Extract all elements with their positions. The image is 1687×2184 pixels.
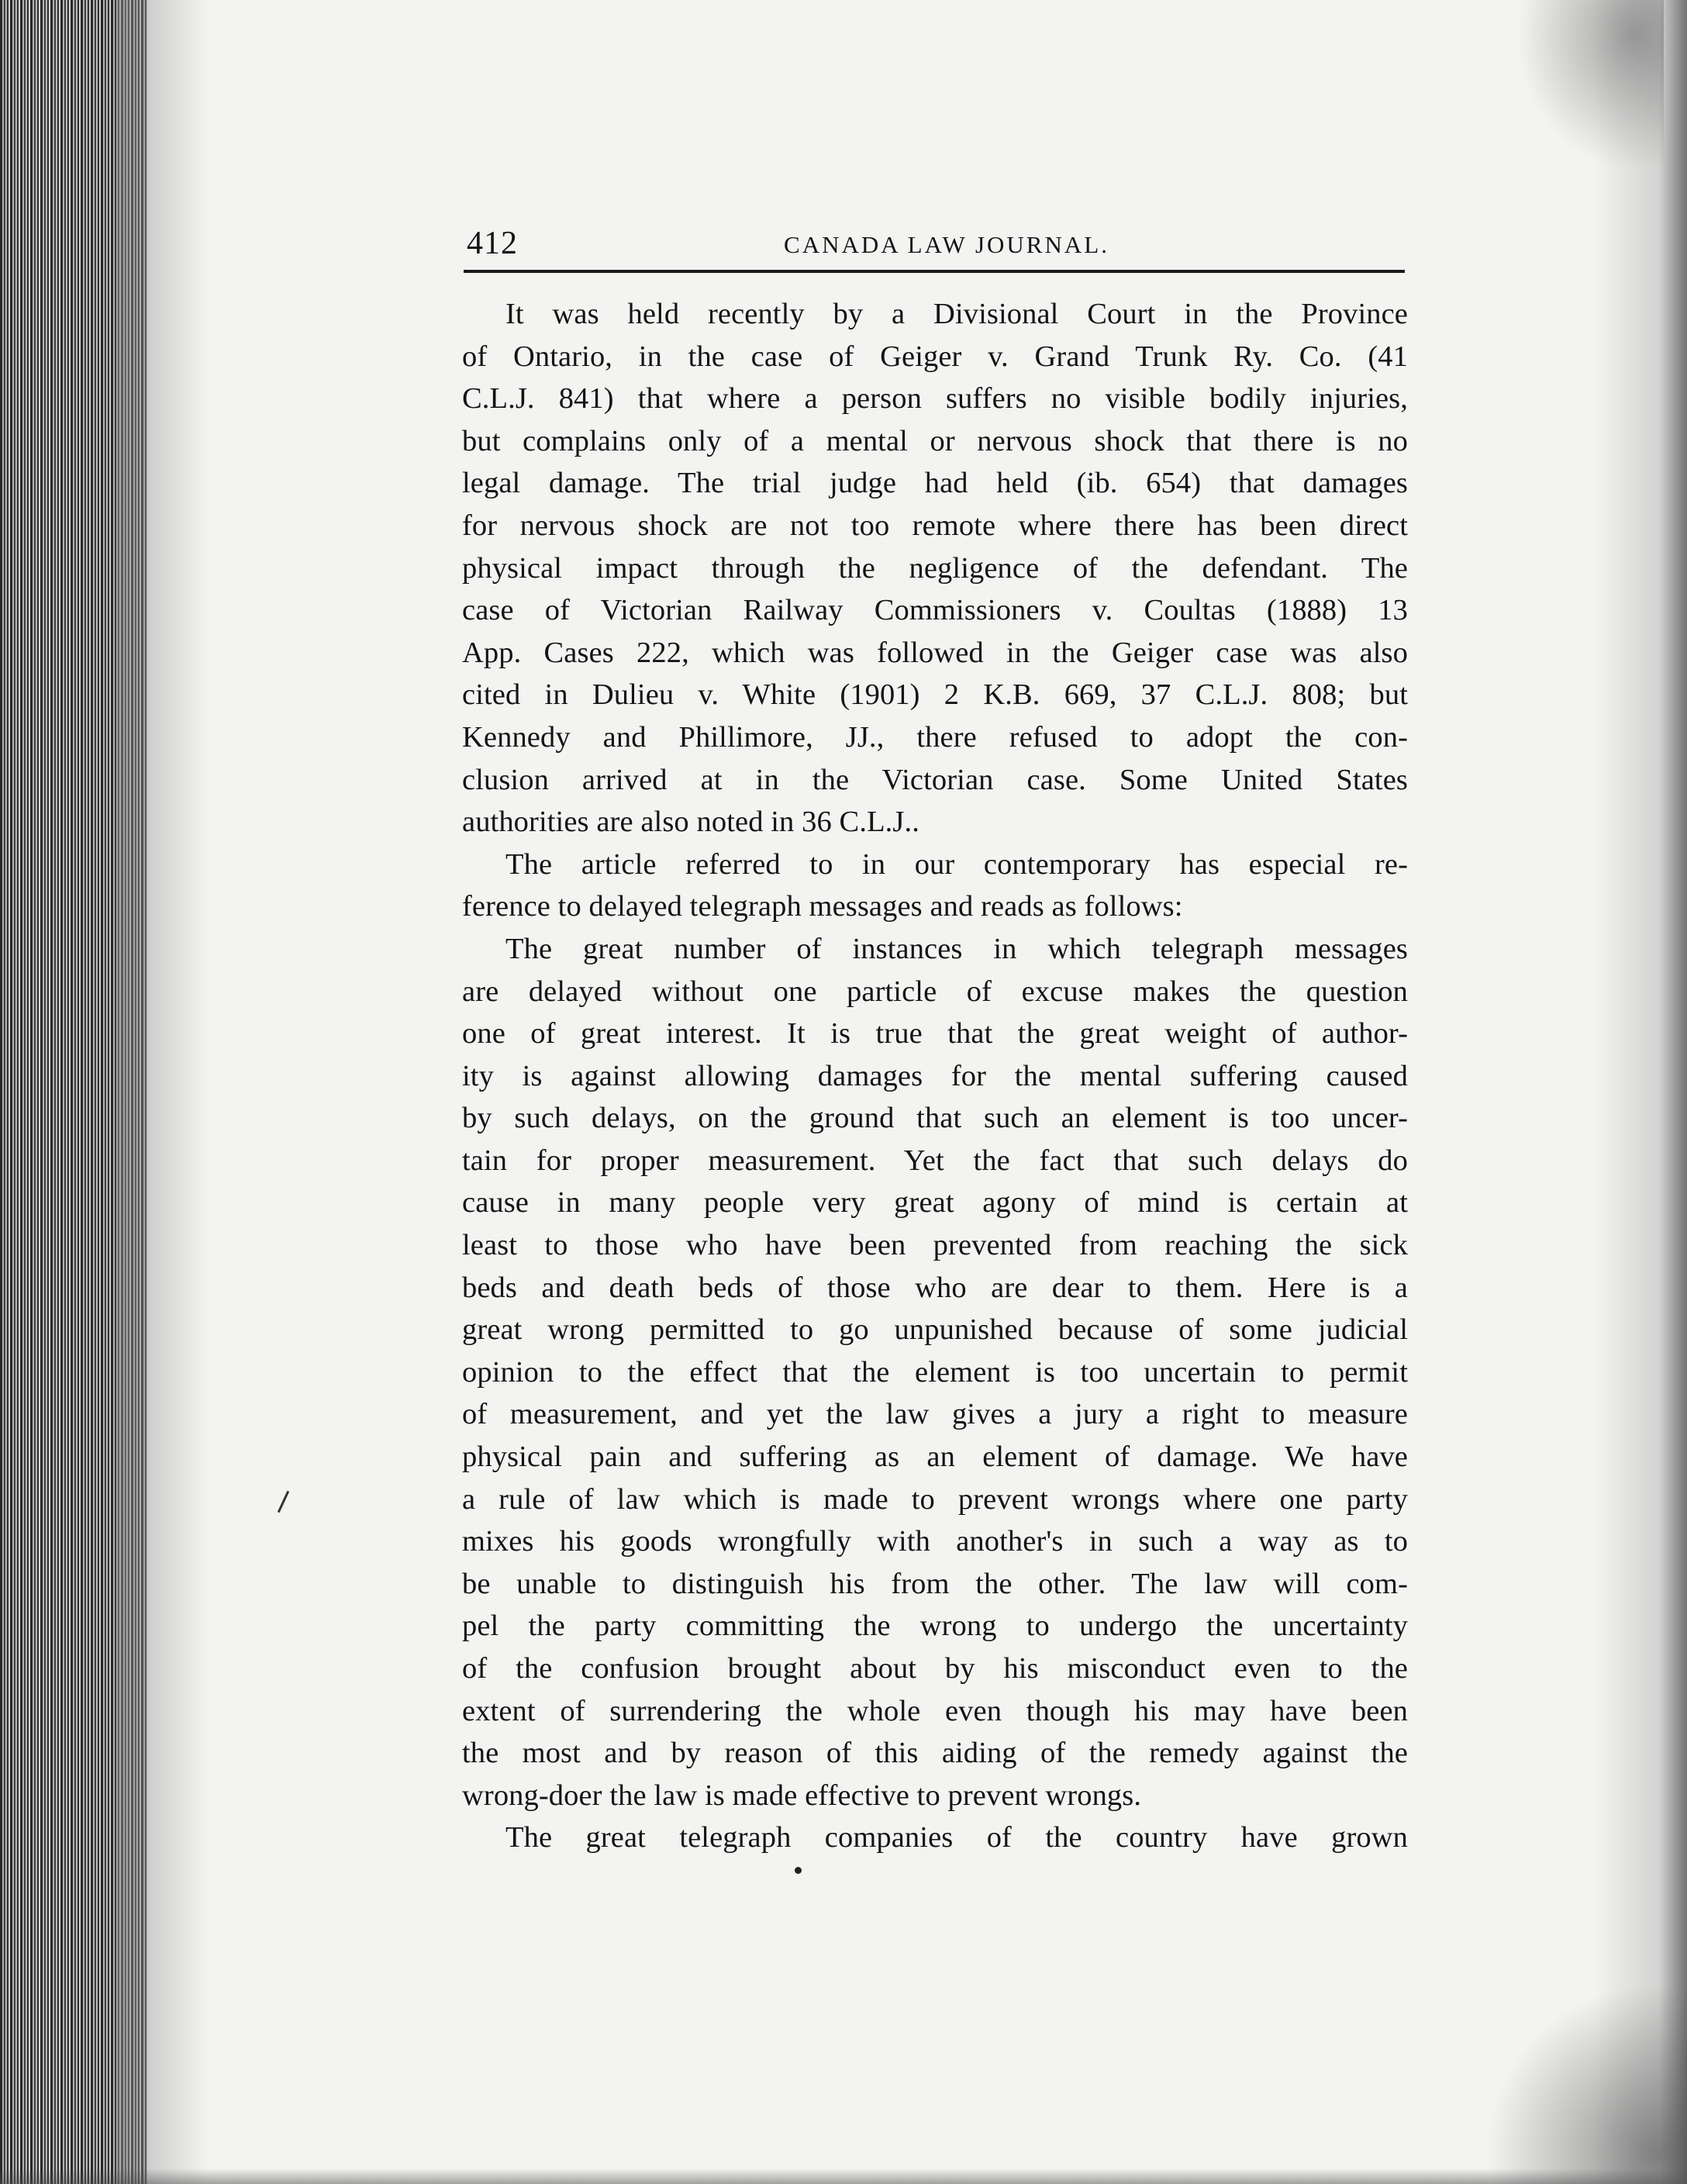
journal-title: CANADA LAW JOURNAL. xyxy=(784,231,1109,258)
text-line: legal damage. The trial judge had held (ib. 654) that damages xyxy=(462,467,1408,500)
header-rule xyxy=(464,270,1405,273)
text-line: wrong-doer the law is made effective to prevent wrongs. xyxy=(462,1779,1142,1812)
text-line: of Ontario, in the case of Geiger v. Grand Trunk Ry. Co. (41 xyxy=(462,340,1408,373)
page-content xyxy=(462,225,1408,1859)
page-right-edge xyxy=(1594,0,1687,2184)
text-line: The great telegraph companies of the country have grown xyxy=(505,1821,1408,1855)
page-number: 412 xyxy=(467,226,518,261)
gutter-shadow xyxy=(116,0,209,2184)
text-line: but complains only of a mental or nervous shock that there is no xyxy=(462,424,1408,457)
text-line: extent of surrendering the whole even though his may have been xyxy=(462,1694,1408,1727)
text-line: case of Victorian Railway Commissioners v. Coultas (1888) 13 xyxy=(462,594,1408,627)
text-line: cause in many people very great agony of mind is certain at xyxy=(462,1186,1408,1220)
text-line: The article referred to in our contemporary has especial re- xyxy=(505,847,1408,881)
text-line: beds and death beds of those who are dear to them. Here is a xyxy=(462,1271,1408,1304)
text-line: for nervous shock are not too remote where there has been direct xyxy=(462,509,1408,542)
text-line: physical pain and suffering as an element of damage. We have xyxy=(462,1440,1408,1474)
text-line: are delayed without one particle of excuse makes the question xyxy=(462,975,1408,1008)
text-line: clusion arrived at in the Victorian case. Some United States xyxy=(462,763,1408,796)
text-line: one of great interest. It is true that the great weight of author- xyxy=(462,1017,1408,1051)
text-line: It was held recently by a Divisional Court in the Province xyxy=(505,298,1408,330)
text-line: by such delays, on the ground that such an element is too uncer- xyxy=(462,1102,1408,1135)
text-line: authorities are also noted in 36 C.L.J.. xyxy=(462,806,919,839)
page-bottom-edge xyxy=(0,2168,1687,2184)
page-corner-top-right xyxy=(1516,0,1664,171)
text-line: least to those who have been prevented from reaching the sick xyxy=(462,1229,1408,1262)
running-head xyxy=(462,225,1408,270)
text-line: pel the party committing the wrong to undergo the uncertainty xyxy=(462,1610,1408,1643)
text-line: Kennedy and Phillimore, JJ., there refused to adopt the con- xyxy=(462,720,1408,754)
text-line: a rule of law which is made to prevent wrongs where one party xyxy=(462,1482,1408,1516)
ink-dot xyxy=(795,1867,802,1874)
text-line: of the confusion brought about by his misconduct even to the xyxy=(462,1652,1408,1685)
text-line: C.L.J. 841) that where a person suffers no visible bodily injuries, xyxy=(462,382,1408,416)
page-corner-bottom-right xyxy=(1485,1982,1687,2184)
text-line: be unable to distinguish his from the other. The law will com- xyxy=(462,1567,1408,1600)
text-line: tain for proper measurement. Yet the fact that such delays do xyxy=(462,1144,1408,1177)
text-line: physical impact through the negligence of the defendant. The xyxy=(462,551,1408,585)
text-line: ference to delayed telegraph messages and reads as follows: xyxy=(462,890,1183,923)
stray-pen-mark xyxy=(278,1491,289,1513)
text-line: mixes his goods wrongfully with another's in such a way as to xyxy=(462,1525,1408,1558)
text-line: The great number of instances in which telegraph messages xyxy=(505,932,1408,965)
text-line: App. Cases 222, which was followed in the Geiger case was also xyxy=(462,636,1408,669)
text-line: opinion to the effect that the element is too uncertain to permit xyxy=(462,1355,1408,1389)
text-line: great wrong permitted to go unpunished because of some judicial xyxy=(462,1313,1408,1347)
text-line: ity is against allowing damages for the mental suffering caused xyxy=(462,1059,1408,1092)
body-text xyxy=(462,293,1408,1859)
text-line: cited in Dulieu v. White (1901) 2 K.B. 669, 37 C.L.J. 808; but xyxy=(462,678,1408,712)
text-line: the most and by reason of this aiding of the remedy against the xyxy=(462,1737,1408,1770)
text-line: of measurement, and yet the law gives a jury a right to measure xyxy=(462,1398,1408,1431)
